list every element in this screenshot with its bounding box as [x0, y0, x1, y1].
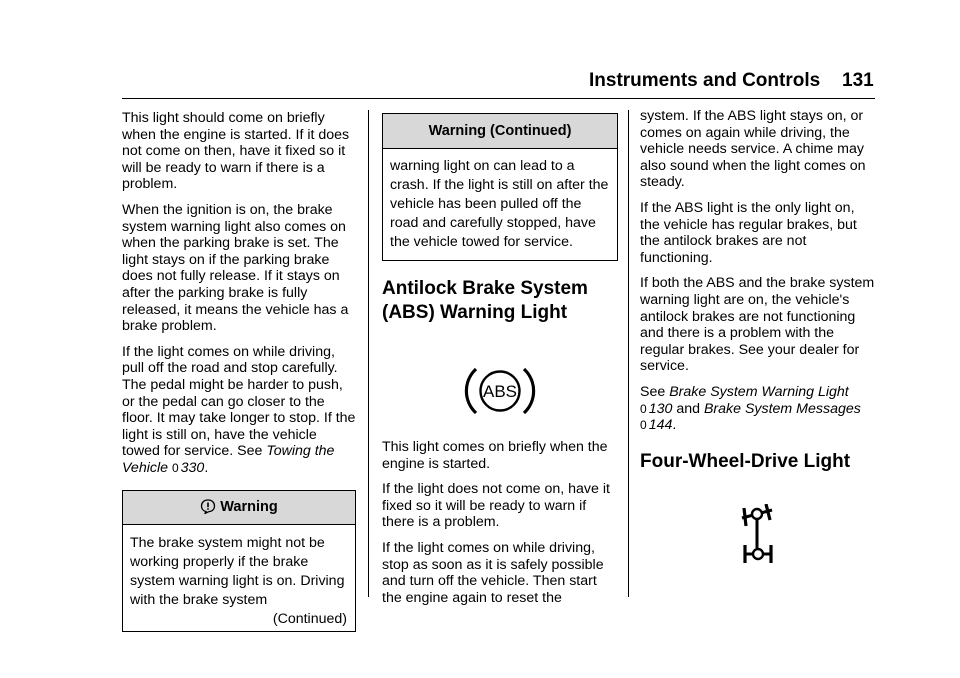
section-title: Instruments and Controls [589, 70, 821, 91]
warning-box-continued [382, 113, 618, 261]
abs-heading: Antilock Brake System (ABS) Warning Light [382, 278, 588, 323]
warning-body [123, 525, 355, 631]
page-reference[interactable]: 144 [648, 417, 673, 434]
warning-box [122, 490, 356, 632]
four-wheel-drive-icon [736, 504, 780, 564]
paragraph: This light should come on briefly when the engine is started. If it does not come on then, have it fixed so it will be ready to warn if there is a problem. [122, 110, 350, 193]
warning-title: Warning [220, 499, 278, 516]
column-divider [368, 110, 369, 597]
abs-icon-container [382, 365, 618, 417]
continued-label: (Continued) [272, 611, 347, 628]
see-label: See [640, 383, 666, 400]
paragraph: If both the ABS and the brake system warning light are on, the vehicle's antilock brakes are not functioning and there is a problem with the regular brakes. See your dealer for service. [640, 275, 875, 375]
paragraph: This light comes on briefly when the engine is started. [382, 439, 608, 472]
cross-reference-link[interactable]: Brake System Warning Light [669, 383, 849, 400]
abs-icon-label: ABS [482, 382, 518, 401]
column-1 [122, 110, 356, 632]
column-3 [640, 108, 876, 564]
cross-reference-link[interactable]: Brake System Messages [703, 400, 861, 417]
warning-header [123, 491, 355, 525]
page-reference-icon: 0 [640, 418, 647, 433]
column-divider [628, 110, 629, 597]
warning-header: Warning (Continued) [383, 114, 617, 149]
page-reference[interactable]: 130 [648, 400, 673, 417]
warning-text: The brake system might not be working properly if the brake system warning light is on. Driving with the brake system [130, 535, 345, 609]
abs-warning-icon [463, 365, 537, 417]
page-reference-icon: 0 [171, 460, 179, 475]
cross-reference-link[interactable]: Towing the Vehicle [122, 443, 335, 476]
paragraph: If the light comes on while driving, stop as soon as it is safely possible and turn off the vehicle. Then start the engine again to reset the [382, 539, 604, 606]
four-wheel-drive-icon-container [640, 504, 876, 564]
paragraph: When the ignition is on, the brake system warning light also comes on when the parking brake is set. The light stays on if the parking brake does not fully release. If it stays on after the parking brake is fully released, it means the vehicle has a brake problem. [122, 201, 349, 335]
paragraph [122, 344, 356, 477]
paragraph: system. If the ABS light stays on, or comes on again while driving, the vehicle needs service. A chime may also sound when the light comes on steady. [640, 108, 866, 191]
four-wheel-drive-heading: Four-Wheel-Drive Light [640, 450, 851, 472]
page-reference[interactable]: 330 [180, 459, 205, 476]
period: . [204, 459, 209, 476]
paragraph-text: If the light comes on while driving, pull off the road and stop carefully. The pedal might be harder to push, or the pedal can go closer to the floor. It may take longer to stop. If the light is still on, have the vehicle towed for service. See [122, 343, 356, 460]
paragraph: If the light does not come on, have it fixed so it will be ready to warn if there is a problem. [382, 481, 610, 531]
header-rule [122, 98, 875, 99]
paragraph [640, 384, 876, 434]
page-reference-icon: 0 [640, 401, 647, 416]
warning-body [383, 149, 617, 260]
page-number: 131 [842, 70, 874, 91]
paragraph: If the ABS light is the only light on, the vehicle has regular brakes, but the antilock brakes are not functioning. [640, 199, 857, 266]
warning-triangle-icon [200, 494, 216, 527]
warning-text: warning light on can lead to a crash. If the light is still on after the vehicle has been pulled off the road and carefully stopped, have the vehicle towed for service. [390, 158, 609, 250]
period: . [672, 417, 677, 434]
and-label: and [676, 400, 700, 417]
column-2 [382, 110, 618, 615]
